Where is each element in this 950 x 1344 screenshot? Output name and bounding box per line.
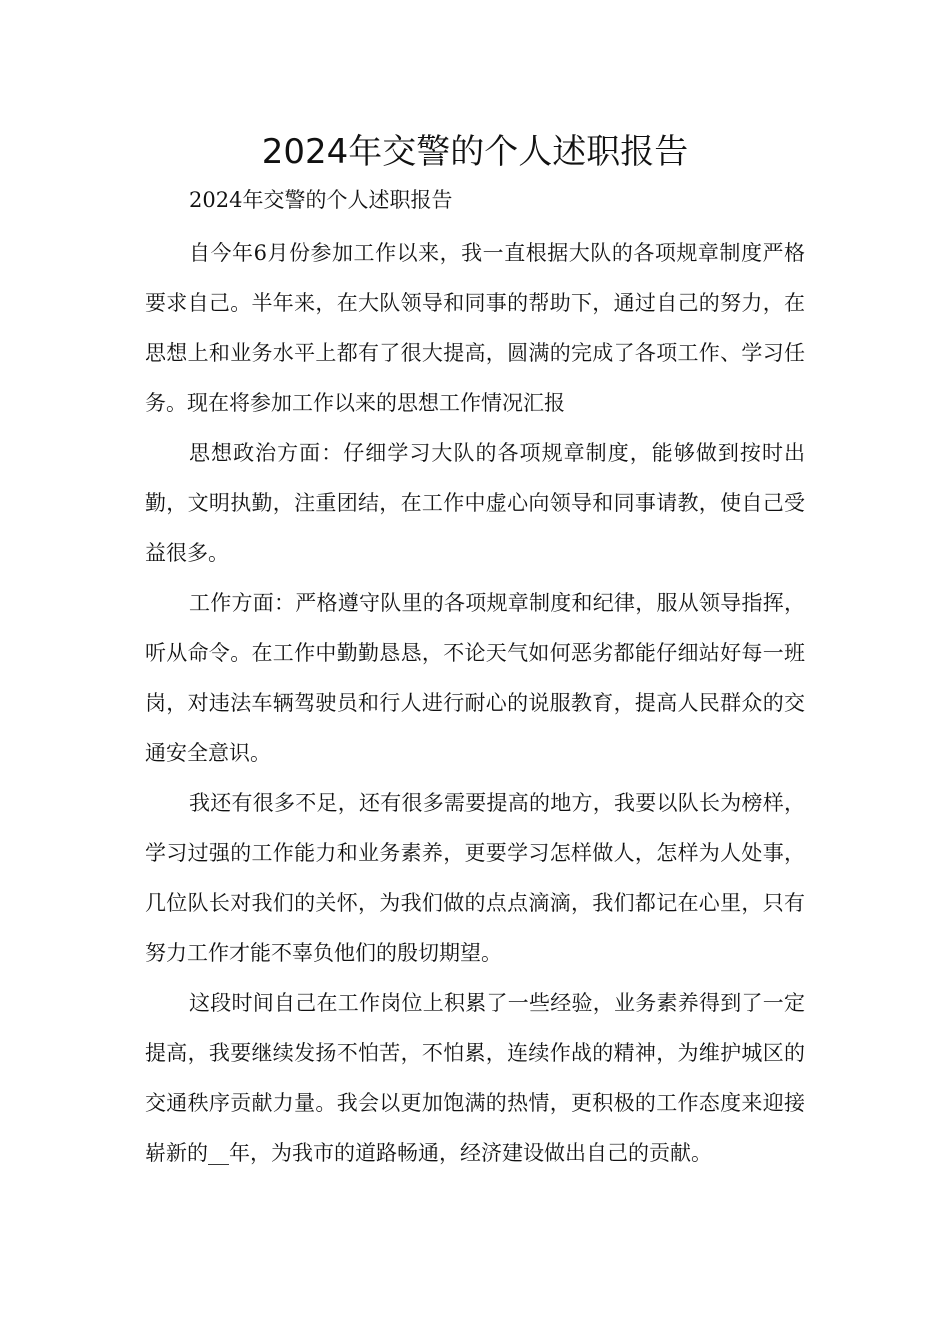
paragraph-shortcomings: 我还有很多不足，还有很多需要提高的地方，我要以队长为榜样，学习过强的工作能力和业务素养，更要学习怎样做人，怎样为人处事，几位队长对我们的关怀，为我们做的点点滴滴，我们都记在心里，只有努力工作才能不辜负他们的殷切期望。 xyxy=(145,791,805,965)
paragraph-work: 工作方面：严格遵守队里的各项规章制度和纪律，服从领导指挥，听从命令。在工作中勤勤恳恳，不论天气如何恶劣都能仔细站好每一班岗，对违法车辆驾驶员和行人进行耐心的说服教育，提高人民群众的交通安全意识。 xyxy=(145,591,805,765)
paragraph-intro: 自今年6月份参加工作以来，我一直根据大队的各项规章制度严格要求自己。半年来，在大队领导和同事的帮助下，通过自己的努力，在思想上和业务水平上都有了很大提高，圆满的完成了各项工作、学习任务。现在将参加工作以来的思想工作情况汇报 xyxy=(145,241,805,415)
document-subtitle: 2024年交警的个人述职报告 xyxy=(189,188,453,212)
document-title: 2024年交警的个人述职报告 xyxy=(261,132,689,172)
paragraph-conclusion: 这段时间自己在工作岗位上积累了一些经验，业务素养得到了一定提高，我要继续发扬不怕苦，不怕累，连续作战的精神，为维护城区的交通秩序贡献力量。我会以更加饱满的热情，更积极的工作态度来迎接崭新的__年，为我市的道路畅通，经济建设做出自己的贡献。 xyxy=(145,991,805,1165)
document-body xyxy=(145,180,805,1178)
paragraph-political: 思想政治方面：仔细学习大队的各项规章制度，能够做到按时出勤，文明执勤，注重团结，在工作中虚心向领导和同事请教，使自己受益很多。 xyxy=(145,441,805,565)
